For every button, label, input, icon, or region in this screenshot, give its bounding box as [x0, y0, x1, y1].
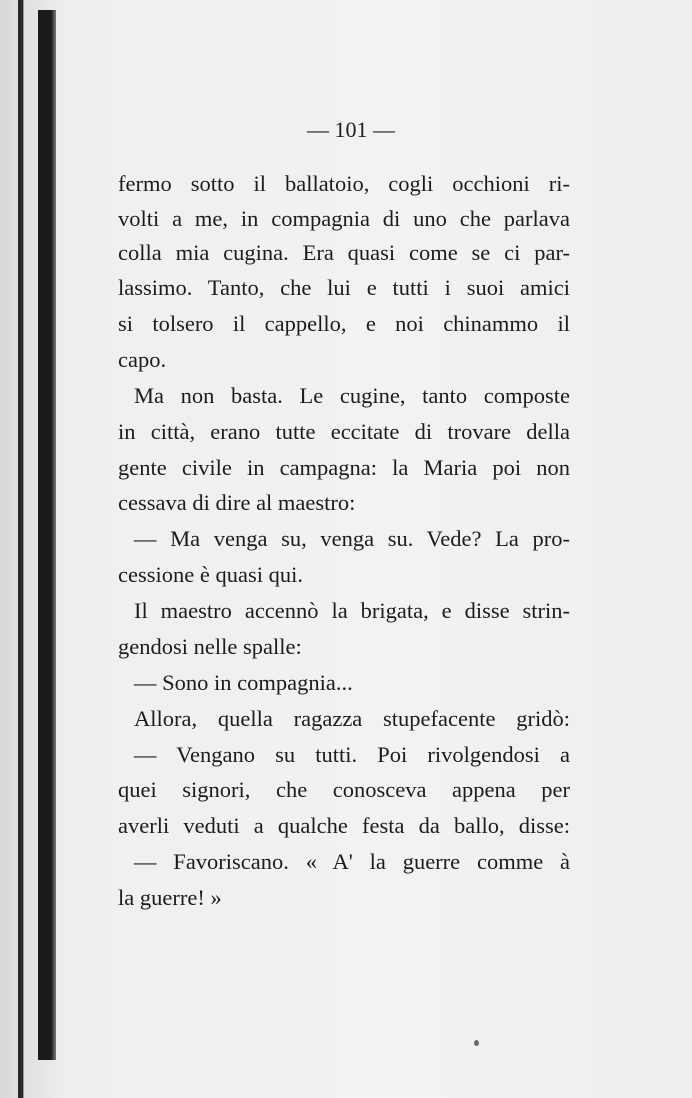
text-line-4: lassimo. Tanto, che lui e tutti i suoi amici [118, 275, 570, 300]
text-line-3: colla mia cugina. Era quasi come se ci par- [118, 240, 570, 265]
text-line-9: gente civile in campagna: la Maria poi non [118, 455, 570, 480]
text-line-19: averli veduti a qualche festa da ballo, disse: [118, 813, 570, 838]
text-line-18: quei signori, che conosceva appena per [118, 777, 570, 802]
text-line-20: — Favoriscano. « A' la guerre comme à [134, 849, 570, 874]
text-line-13: Il maestro accennò la brigata, e disse strin- [134, 598, 570, 623]
text-line-12: cessione è quasi qui. [118, 562, 303, 587]
text-line-1: fermo sotto il ballatoio, cogli occhioni ri- [118, 171, 570, 196]
text-line-2: volti a me, in compagnia di uno che parlava [118, 206, 570, 231]
binding-line [23, 0, 24, 1098]
paper-speck [474, 1040, 479, 1046]
text-line-16: Allora, quella ragazza stupefacente gridò: [134, 706, 570, 731]
text-line-7: Ma non basta. Le cugine, tanto composte [134, 383, 570, 408]
text-line-11: — Ma venga su, venga su. Vede? La pro- [134, 526, 570, 551]
text-line-21: la guerre! » [118, 885, 222, 910]
text-line-14: gendosi nelle spalle: [118, 634, 302, 659]
text-line-10: cessava di dire al maestro: [118, 490, 356, 515]
text-line-8: in città, erano tutte eccitate di trovare della [118, 419, 570, 444]
binding-shadow [38, 10, 56, 1060]
text-line-17: — Vengano su tutti. Poi rivolgendosi a [134, 742, 570, 767]
page-number: — 101 — [307, 117, 395, 142]
text-line-5: si tolsero il cappello, e noi chinammo il [118, 311, 570, 336]
text-line-6: capo. [118, 347, 167, 372]
text-line-15: — Sono in compagnia... [134, 670, 353, 695]
